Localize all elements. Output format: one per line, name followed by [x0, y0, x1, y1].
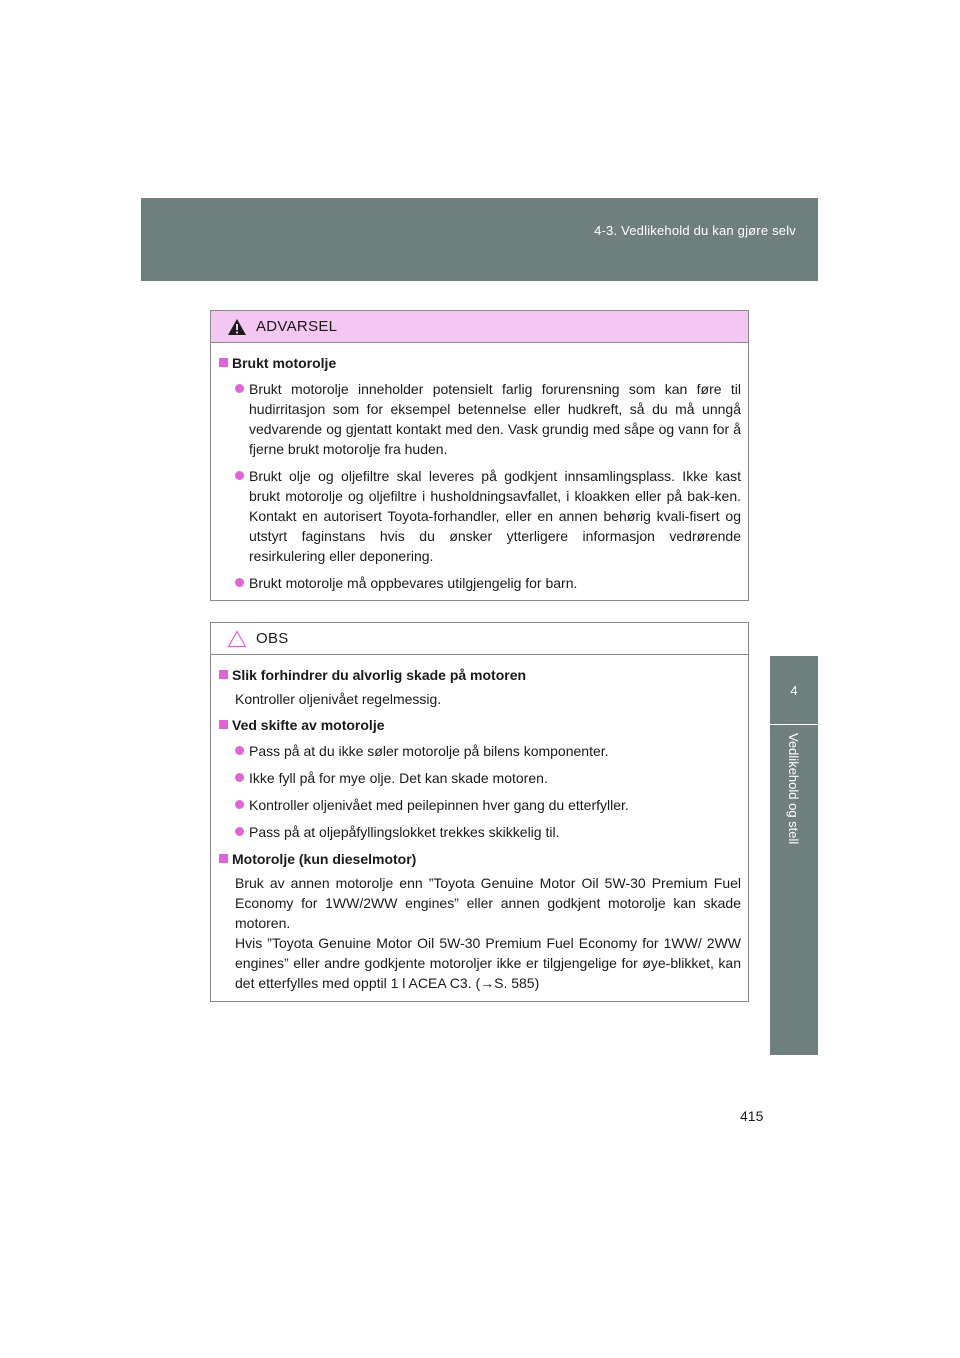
- paragraph: Hvis ”Toyota Genuine Motor Oil 5W-30 Premium Fuel Economy for 1WW/ 2WW engines” eller andre godkjente motoroljer ikke er tilgjengelige for øye-blikket, kan det etterfylles med opptil 1 l ACEA C3. (→S. 585): [235, 935, 741, 991]
- header-band: [141, 198, 818, 281]
- notice-box-title: OBS: [256, 630, 289, 647]
- section-title: 4-3. Vedlikehold du kan gjøre selv: [594, 223, 796, 238]
- section-heading: Slik forhindrer du alvorlig skade på motoren: [219, 665, 741, 685]
- list-item: Brukt motorolje må oppbevares utilgjengelig for barn.: [235, 573, 741, 593]
- warning-triangle-icon: [227, 318, 247, 336]
- notice-box-body: [211, 655, 748, 993]
- list-item: Kontroller oljenivået med peilepinnen hver gang du etterfyller.: [235, 795, 741, 815]
- notice-box: [210, 622, 749, 1002]
- round-bullet-icon: [235, 384, 244, 393]
- chapter-label: Vedlikehold og stell: [786, 733, 801, 845]
- list-item: Pass på at oljepåfyllingslokket trekkes skikkelig til.: [235, 822, 741, 842]
- square-bullet-icon: [219, 358, 228, 367]
- round-bullet-icon: [235, 773, 244, 782]
- paragraph: Kontroller oljenivået regelmessig.: [235, 691, 442, 707]
- warning-box-header: [211, 311, 748, 343]
- list-item: Brukt olje og oljefiltre skal leveres på godkjent innsamlingsplass. Ikke kast brukt motorolje og oljefiltre i husholdningsavfallet, i kloakken eller på bak-ken. Kontakt en autorisert Toyota-forhandler, eller en annen behørig kvali-fisert og utstyrt faginstans hvis du ønsker ytterligere informasjon vedrørende resirkulering eller deponering.: [235, 466, 741, 566]
- round-bullet-icon: [235, 578, 244, 587]
- warning-box-title: ADVARSEL: [256, 318, 338, 335]
- chapter-number-tab: [770, 656, 818, 724]
- square-bullet-icon: [219, 854, 228, 863]
- section-heading: Motorolje (kun dieselmotor): [219, 849, 741, 869]
- list-item: Brukt motorolje inneholder potensielt farlig forurensning som kan føre til hudirritasjon som for eksempel betennelse eller hudkreft, så du må unngå vedvarende og gjentatt kontakt med den. Vask grundig med såpe og vann for å fjerne brukt motorolje fra huden.: [235, 379, 741, 459]
- notice-box-header: [211, 623, 748, 655]
- chapter-number: 4: [790, 682, 798, 698]
- round-bullet-icon: [235, 471, 244, 480]
- paragraph: Bruk av annen motorolje enn ”Toyota Genuine Motor Oil 5W-30 Premium Fuel Economy for 1WW/2WW engines” eller annen godkjent motorolje kan skade motoren.: [235, 875, 741, 931]
- section-heading: Ved skifte av motorolje: [219, 715, 741, 735]
- round-bullet-icon: [235, 827, 244, 836]
- warning-box: [210, 310, 749, 601]
- warning-box-body: [211, 343, 748, 593]
- square-bullet-icon: [219, 670, 228, 679]
- round-bullet-icon: [235, 746, 244, 755]
- section-heading: Brukt motorolje: [219, 353, 741, 373]
- square-bullet-icon: [219, 720, 228, 729]
- list-item: Pass på at du ikke søler motorolje på bilens komponenter.: [235, 741, 741, 761]
- round-bullet-icon: [235, 800, 244, 809]
- caution-triangle-icon: [227, 630, 247, 648]
- page-number: 415: [740, 1108, 764, 1124]
- list-item: Ikke fyll på for mye olje. Det kan skade motoren.: [235, 768, 741, 788]
